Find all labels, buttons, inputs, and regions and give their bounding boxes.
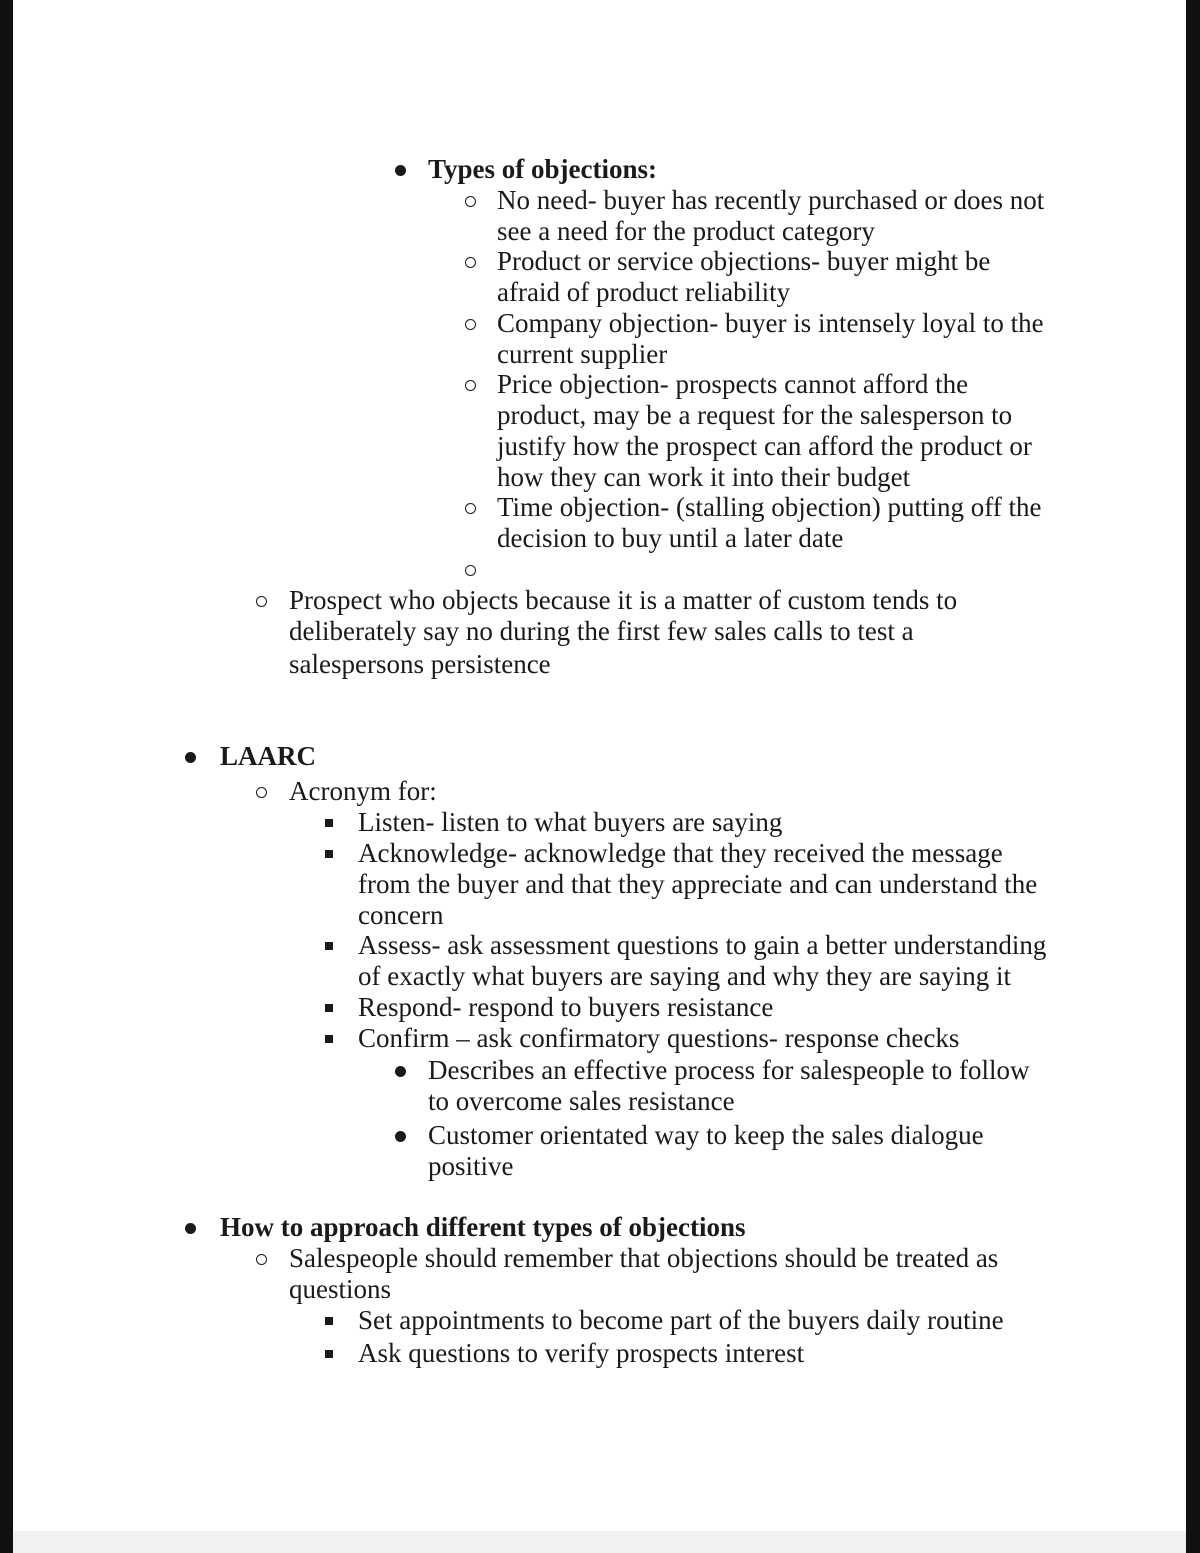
bullet-square [325,850,333,858]
approach-heading: How to approach different types of objections [220,1212,746,1242]
time-line-1: Time objection- (stalling objection) putting off the [497,492,1042,522]
bullet-circle [465,196,476,207]
acknowledge-line-2: from the buyer and that they appreciate and can understand the [358,869,1038,899]
laarc-heading: LAARC [220,741,317,771]
bullet-dot [395,1066,406,1077]
bullet-circle [256,787,267,798]
time-line-2: decision to buy until a later date [497,523,844,553]
bullet-circle [465,380,476,391]
company-line-1: Company objection- buyer is intensely loyal to the [497,308,1044,338]
product-line-1: Product or service objections- buyer might be [497,246,991,276]
respond-line: Respond- respond to buyers resistance [358,992,774,1022]
describes-line-1: Describes an effective process for salespeople to follow [428,1055,1030,1085]
bullet-circle [256,1254,267,1265]
customer-line-2: positive [428,1151,514,1181]
scan-border-bottom [13,1531,1186,1553]
ask-questions-line: Ask questions to verify prospects interest [358,1338,805,1368]
price-line-1: Price objection- prospects cannot afford the [497,369,969,399]
price-line-4: how they can work it into their budget [497,462,911,492]
bullet-square [325,1350,333,1358]
acronym-label: Acronym for: [289,776,437,806]
bullet-dot [395,1131,406,1142]
bullet-circle [465,257,476,268]
scan-border-left [0,0,13,1553]
bullet-circle [465,503,476,514]
listen-line: Listen- listen to what buyers are saying [358,807,783,837]
customer-line-1: Customer orientated way to keep the sales dialogue [428,1120,984,1150]
describes-line-2: to overcome sales resistance [428,1086,735,1116]
assess-line-1: Assess- ask assessment questions to gain a better understanding [358,930,1047,960]
product-line-2: afraid of product reliability [497,277,791,307]
confirm-line: Confirm – ask confirmatory questions- response checks [358,1023,960,1053]
price-line-2: product, may be a request for the salesperson to [497,400,1013,430]
bullet-dot [185,752,196,763]
bullet-circle [465,319,476,330]
bullet-square [325,942,333,950]
assess-line-2: of exactly what buyers are saying and why they are saying it [358,961,1012,991]
remember-line-2: questions [289,1274,392,1304]
custom-line-2: deliberately say no during the first few sales calls to test a [289,616,914,646]
company-line-2: current supplier [497,339,668,369]
bullet-square [325,1317,333,1325]
bullet-circle [256,596,267,607]
no-need-line-1: No need- buyer has recently purchased or does not [497,185,1045,215]
bullet-dot [395,165,406,176]
set-appointments-line: Set appointments to become part of the buyers daily routine [358,1305,1004,1335]
price-line-3: justify how the prospect can afford the product or [497,431,1032,461]
types-heading: Types of objections: [428,154,657,184]
bullet-square [325,819,333,827]
no-need-line-2: see a need for the product category [497,216,875,246]
bullet-square [325,1004,333,1012]
acknowledge-line-1: Acknowledge- acknowledge that they received the message [358,838,1003,868]
bullet-dot [185,1223,196,1234]
custom-line-1: Prospect who objects because it is a matter of custom tends to [289,585,958,615]
custom-line-3: salespersons persistence [289,649,551,679]
bullet-square [325,1035,333,1043]
remember-line-1: Salespeople should remember that objections should be treated as [289,1243,999,1273]
bullet-circle-empty [465,565,476,576]
scan-border-right [1186,0,1200,1553]
acknowledge-line-3: concern [358,900,444,930]
